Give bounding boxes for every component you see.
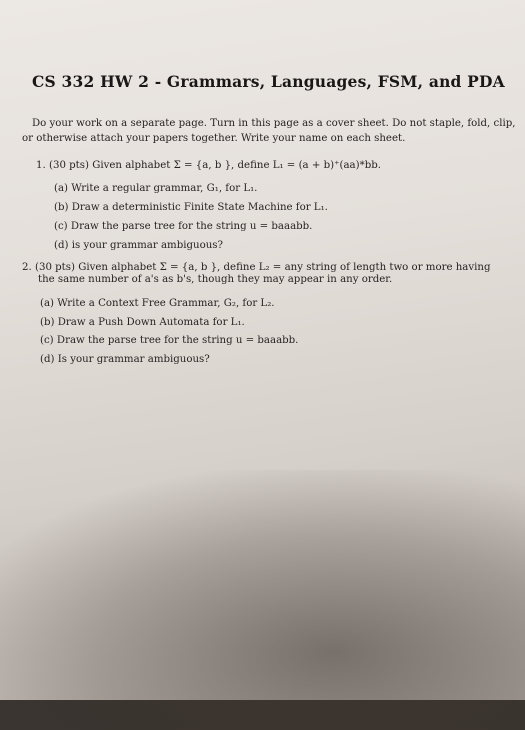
part-text: Is your grammar ambiguous?	[57, 354, 210, 365]
part-label: (a)	[54, 183, 69, 194]
part-label: (d)	[40, 354, 55, 365]
part-label: (b)	[40, 317, 55, 328]
question-1-part-a	[54, 183, 257, 194]
part-label: (b)	[54, 202, 69, 213]
question-2-part-d	[40, 354, 210, 365]
part-label: (a)	[40, 298, 55, 309]
question-1-part-b	[54, 202, 328, 213]
question-1-header	[36, 160, 525, 171]
part-label: (d)	[54, 240, 69, 251]
part-text: Write a Context Free Grammar, G₂, for L₂.	[57, 298, 275, 309]
question-1-number: 1.	[36, 160, 46, 171]
question-2-part-a	[40, 298, 275, 309]
question-1-text: (30 pts) Given alphabet Σ = {a, b }, define L₁ = (a + b)⁺(aa)*bb.	[48, 160, 381, 171]
page-title: CS 332 HW 2 - Grammars, Languages, FSM, and PDA	[32, 72, 505, 91]
instructions	[22, 116, 516, 146]
part-text: Draw the parse tree for the string u = baaabb.	[70, 221, 313, 232]
instructions-line-1: Do your work on a separate page. Turn in this page as a cover sheet. Do not staple, fold, clip,	[32, 118, 516, 129]
part-text: Write a regular grammar, G₁, for L₁.	[71, 183, 258, 194]
question-1	[36, 160, 525, 171]
question-2-number: 2.	[22, 262, 32, 273]
part-text: Draw a deterministic Finite State Machine for L₁.	[71, 202, 328, 213]
part-label: (c)	[54, 221, 68, 232]
part-text: is your grammar ambiguous?	[71, 240, 223, 251]
part-text: Draw the parse tree for the string u = baaabb.	[56, 335, 299, 346]
question-2-continuation: the same number of a's as b's, though they may appear in any order.	[38, 274, 393, 285]
question-2-part-c	[40, 335, 298, 346]
part-label: (c)	[40, 335, 54, 346]
question-2-text: (30 pts) Given alphabet Σ = {a, b }, define L₂ = any string of length two or more having	[34, 262, 491, 273]
question-1-part-c	[54, 221, 312, 232]
instructions-line-2: or otherwise attach your papers together. Write your name on each sheet.	[22, 133, 406, 144]
part-text: Draw a Push Down Automata for L₁.	[57, 317, 245, 328]
question-2-header	[22, 262, 512, 273]
question-2-part-b	[40, 317, 245, 328]
question-2	[22, 262, 512, 287]
question-1-part-d	[54, 240, 223, 251]
